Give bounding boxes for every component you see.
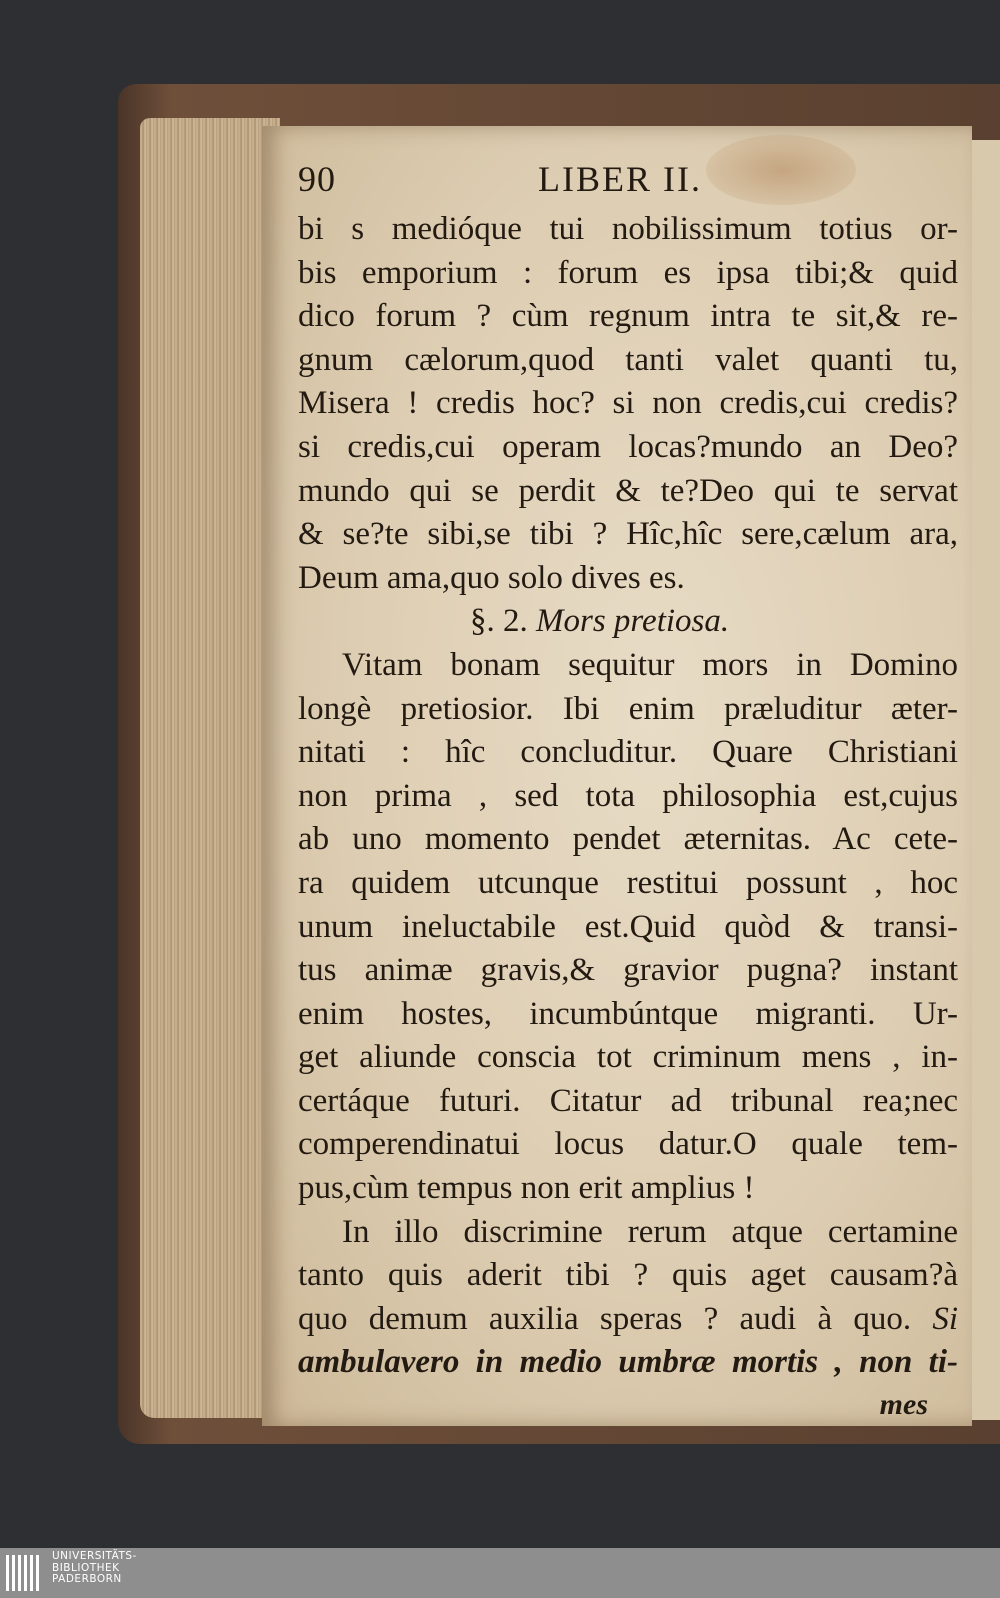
text-line: nitati : hîc concluditur. Quare Christiani (298, 734, 958, 771)
text-line: & se?te sibi,se tibi ? Hîc,hîc sere,cælum ara, (298, 516, 958, 553)
text-line: certáque futuri. Citatur ad tribunal rea;nec (298, 1082, 958, 1119)
catchword: mes (879, 1388, 928, 1422)
text-line: non prima , sed tota philosophia est,cujus (298, 777, 958, 814)
text-line: mundo qui se perdit & te?Deo qui te servat (298, 472, 958, 509)
page-edges (140, 118, 280, 1418)
text-line: si credis,cui operam locas?mundo an Deo? (298, 428, 958, 465)
text-line: tanto quis aderit tibi ? quis aget causam?à (298, 1257, 958, 1294)
text-line: Vitam bonam sequitur mors in Domino (342, 646, 958, 683)
text-line: longè pretiosior. Ibi enim præluditur æter- (298, 690, 958, 727)
text-line: dico forum ? cùm regnum intra te sit,& re- (298, 298, 958, 335)
text-line: In illo discrimine rerum atque certamine (342, 1213, 958, 1250)
text-line: pus,cùm tempus non erit amplius ! (298, 1170, 755, 1207)
page-text (298, 158, 958, 1425)
page-header (298, 158, 958, 208)
text-line: get aliunde conscia tot criminum mens , in- (298, 1039, 958, 1076)
text-line: enim hostes, incumbúntque migranti. Ur- (298, 995, 958, 1032)
library-name-line: UNIVERSITÄTS- (52, 1550, 137, 1562)
text-line: ambulavero in medio umbræ mortis , non ti- (298, 1344, 958, 1381)
text-line: Misera ! credis hoc? si non credis,cui credis? (298, 385, 958, 422)
text-line: ra quidem utcunque restitui possunt , hoc (298, 864, 958, 901)
section-heading (298, 600, 958, 644)
footer-bar (0, 1548, 1000, 1598)
text-line: Deum ama,quo solo dives es. (298, 559, 685, 596)
paragraph-1 (298, 208, 958, 600)
library-name-line: BIBLIOTHEK (52, 1561, 120, 1574)
text-span: quo demum auxilia speras ? audi à quo. (298, 1300, 912, 1337)
paragraph-2 (298, 644, 958, 1211)
text-line: comperendinatui locus datur.O quale tem- (298, 1126, 958, 1163)
section-title: Mors pretiosa. (536, 603, 730, 640)
text-line: tus animæ gravis,& gravior pugna? instant (298, 952, 958, 989)
italic-text-span: Si (932, 1300, 958, 1337)
section-number: §. 2. (470, 603, 528, 640)
paragraph-3 (298, 1211, 958, 1385)
text-line: bis emporium : forum es ipsa tibi;& quid (298, 254, 958, 291)
library-name-line: PADERBORN (52, 1573, 122, 1585)
text-line: gnum cælorum,quod tanti valet quanti tu, (298, 341, 958, 378)
running-head: LIBER II. (538, 159, 702, 199)
text-line: bi s medióque tui nobilissimum totius or- (298, 211, 958, 247)
text-line (298, 1298, 958, 1342)
page-number: 90 (298, 159, 336, 199)
library-name (52, 1551, 137, 1586)
text-line: unum ineluctabile est.Quid quòd & transi- (298, 908, 958, 945)
text-line: ab uno momento pendet æternitas. Ac cete- (298, 821, 958, 858)
library-logo-icon (4, 1551, 44, 1595)
